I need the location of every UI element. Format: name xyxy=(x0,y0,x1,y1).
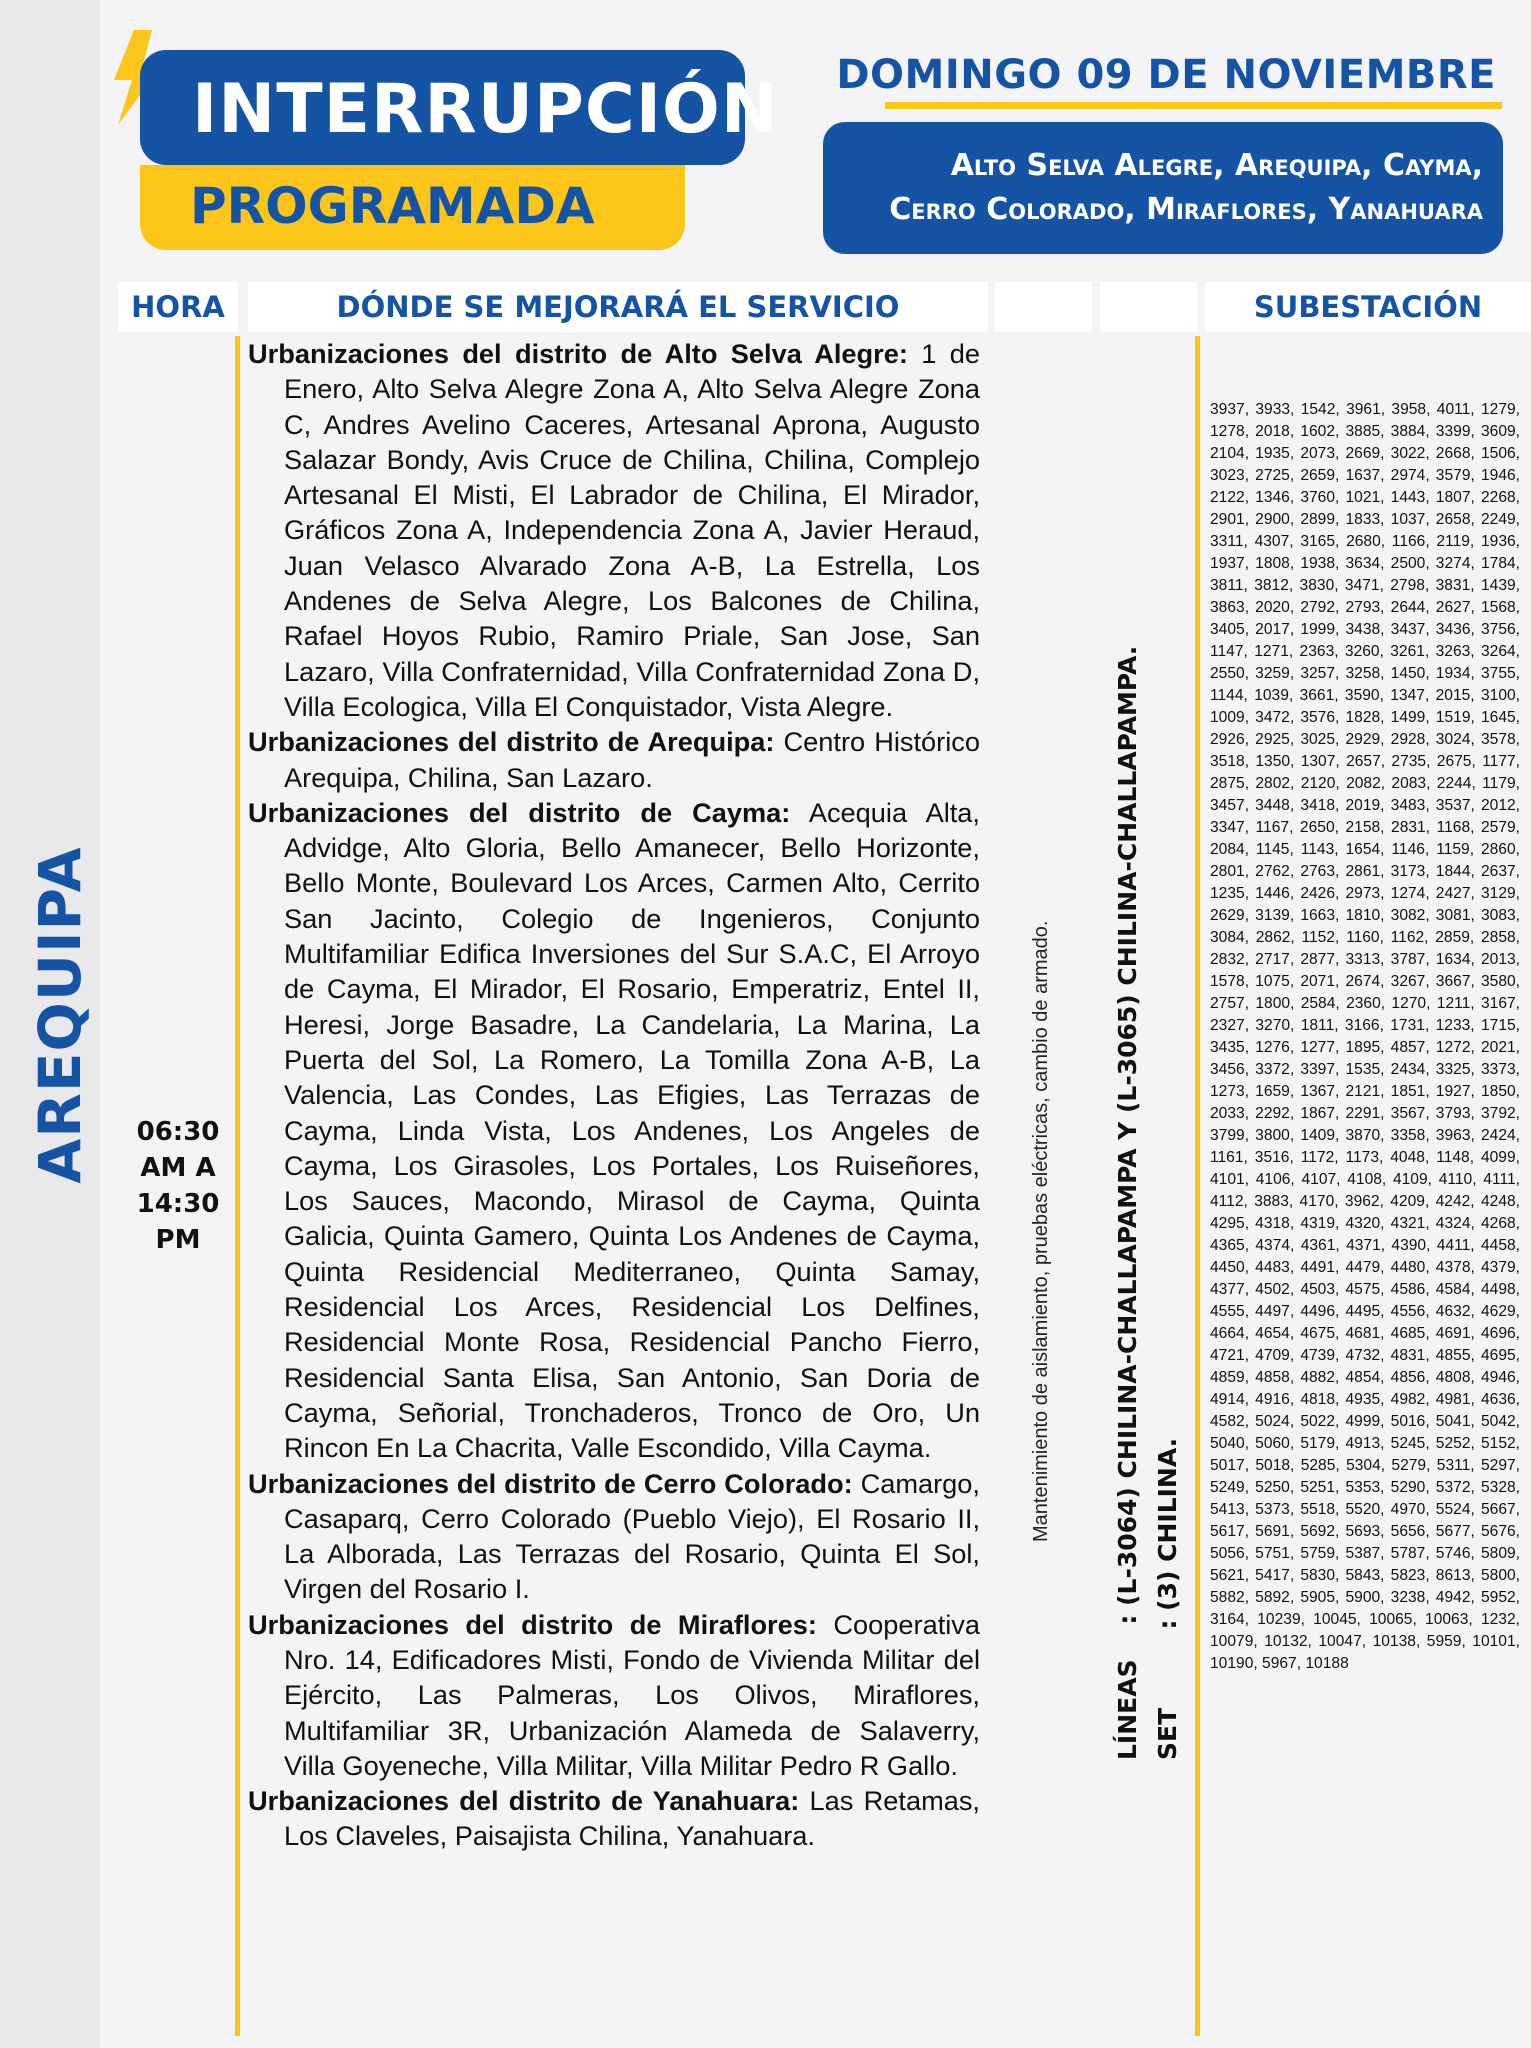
subtitle-banner xyxy=(140,165,685,250)
subestaciones-list: 3937, 3933, 1542, 3961, 3958, 4011, 1279, 1278, 2018, 1602, 3885, 3884, 3399, 3609, 2104, 1935, 2073, 2669, 3022, 2668, 1506, 3023, 2725, 2659, 1637, 2974, 3579, 1946, 2122, 1346, 3760, 1021, 1443, 1807, 2268, 2901, 2900, 2899, 1833, 1037, 2658, 2249, 3311, 4307, 3165, 2680, 1166, 2119, 1936, 1937, 1808, 1938, 3634, 2500, 3274, 1784, 3811, 3812, 3830, 3471, 2798, 3831, 1439, 3863, 2020, 2792, 2793, 2644, 2627, 1568, 3405, 2017, 1999, 3438, 3437, 3436, 3756, 1147, 1271, 2363, 3260, 3261, 3263, 3264, 2550, 3259, 3257, 3258, 1450, 1934, 3755, 1144, 1039, 3661, 3590, 1347, 2015, 3100, 1009, 3472, 3576, 1828, 1499, 1519, 1645, 2926, 2925, 3025, 2929, 2928, 3024, 3578, 3518, 1350, 1307, 2657, 2735, 2675, 1177, 2875, 2802, 2120, 2082, 2083, 2244, 1179, 3457, 3448, 3418, 2019, 3483, 3537, 2012, 3347, 1167, 2650, 2158, 2831, 1168, 2579, 2084, 1145, 1143, 1654, 1146, 1159, 2860, 2801, 2762, 2763, 2861, 3173, 1844, 2637, 1235, 1446, 2426, 2973, 1274, 2427, 3129, 2629, 3139, 1663, 1810, 3082, 3081, 3083, 3084, 2862, 1152, 1160, 1162, 2859, 2858, 2832, 2717, 2877, 3313, 3787, 1634, 2013, 1578, 1075, 2071, 2674, 3267, 3667, 3580, 2757, 1800, 2584, 2360, 1270, 1211, 3167, 2327, 3270, 1811, 3166, 1731, 1233, 1715, 3435, 1276, 1277, 1895, 4857, 1272, 2021, 3456, 3372, 3397, 1535, 2434, 3325, 3373, 1273, 1659, 1367, 2121, 1851, 1927, 1850, 2033, 2292, 1867, 2291, 3567, 3793, 3792, 3799, 3800, 1409, 3870, 3358, 3963, 2424, 1161, 3516, 1172, 1173, 4048, 1148, 4099, 4101, 4106, 4107, 4108, 4109, 4110, 4111, 4112, 3883, 4170, 3962, 4209, 4242, 4248, 4295, 4318, 4319, 4320, 4321, 4324, 4268, 4365, 4374, 4361, 4371, 4390, 4411, 4458, 4450, 4483, 4491, 4479, 4480, 4378, 4379, 4377, 4502, 4503, 4575, 4586, 4584, 4498, 4555, 4497, 4496, 4495, 4556, 4632, 4629, 4664, 4654, 4675, 4681, 4685, 4691, 4696, 4721, 4709, 4739, 4732, 4831, 4855, 4695, 4859, 4858, 4882, 4854, 4856, 4808, 4946, 4914, 4916, 4818, 4935, 4982, 4981, 4636, 4582, 5024, 5022, 4999, 5016, 5041, 5042, 5040, 5060, 5179, 4913, 5245, 5252, 5152, 5017, 5018, 5285, 5304, 5279, 5311, 5297, 5249, 5250, 5251, 5353, 5290, 5372, 5328, 5413, 5373, 5518, 5520, 4970, 5524, 5667, 5617, 5691, 5692, 5693, 5656, 5677, 5676, 5056, 5751, 5759, 5387, 5787, 5746, 5809, 5621, 5417, 5830, 5843, 5823, 8613, 5800, 5882, 5892, 5905, 5900, 3238, 4942, 5952, 3164, 10239, 10045, 10065, 10063, 1232, 10079, 10132, 10047, 10138, 5959, 10101, 10190, 5967, 10188 xyxy=(1210,401,1520,1672)
district-label: Urbanizaciones del distrito de Cerro Colorado: xyxy=(248,1467,853,1499)
district-text: Camargo, Casaparq, Cerro Colorado (Pueblo Viejo), El Rosario II, La Alborada, Las Terrazas del Rosario, Quinta El Sol, Virgen del Rosario I. xyxy=(284,1467,980,1605)
district-text: Cooperativa Nro. 14, Edificadores Misti, Fondo de Vivienda Militar del Ejército, Las Palmeras, Los Olivos, Miraflores, Multifamiliar 3R, Urbanización Alameda de Salaverry, Villa Goyeneche, Villa Militar, Villa Militar Pedro R Gallo. xyxy=(284,1608,980,1781)
column-header-empty-1 xyxy=(995,282,1092,332)
column-header-hora-label: HORA xyxy=(131,290,225,324)
column-header-hora xyxy=(118,282,238,332)
district-label: Urbanizaciones del distrito de Arequipa: xyxy=(248,726,775,758)
districts-line-2: Cerro Colorado, Miraflores, Yanahuara xyxy=(889,192,1483,227)
district-label: Urbanizaciones del distrito de Cayma: xyxy=(248,796,791,828)
column-header-donde xyxy=(248,282,988,332)
region-text: AREQUIPA xyxy=(26,846,94,1184)
districts-line-1: Alto Selva Alegre, Arequipa, Cayma, xyxy=(950,148,1483,183)
mantenimiento-text: Mantenimiento de aislamiento, pruebas eléctricas, cambio de armado. xyxy=(1030,920,1052,1542)
district-entry xyxy=(248,1466,980,1607)
column-header-donde-label: DÓNDE SE MEJORARÁ EL SERVICIO xyxy=(336,290,900,324)
column-header-subestacion-label: SUBESTACIÓN xyxy=(1253,290,1483,324)
hora-end-suffix: PM xyxy=(155,1225,201,1255)
column-header-subestacion xyxy=(1205,282,1531,332)
district-text: Las Retamas, Los Claveles, Paisajista Chilina, Yanahuara. xyxy=(284,1785,980,1852)
district-label: Urbanizaciones del distrito de Miraflores: xyxy=(248,1608,817,1640)
hora-cell xyxy=(118,1114,238,1258)
title-sub: PROGRAMADA xyxy=(190,177,595,235)
district-entry xyxy=(248,795,980,1466)
district-text: 1 de Enero, Alto Selva Alegre Zona A, Alto Selva Alegre Zona C, Andres Avelino Caceres, Artesanal Aprona, Augusto Salazar Bondy, Avis Cruce de Chilina, Chilina, Complejo Artesanal El Misti, El Labrador de Chilina, El Mirador, Gráficos Zona A, Independencia Zona A, Javier Heraud, Juan Velasco Alvarado Zona A-B, La Estrella, Los Andenes de Selva Alegre, Los Balcones de Chilina, Rafael Hoyos Rubio, Ramiro Priale, San Jose, San Lazaro, Villa Confraternidad, Villa Confraternidad Zona D, Villa Ecologica, Villa El Conquistador, Vista Alegre. xyxy=(284,338,981,722)
hora-start: 06:30 xyxy=(136,1117,220,1147)
district-entry xyxy=(248,336,980,724)
districts-box xyxy=(823,122,1503,254)
district-label: Urbanizaciones del distrito de Alto Selva Alegre: xyxy=(248,338,908,369)
district-entry xyxy=(248,1783,980,1854)
title-banner xyxy=(140,50,779,165)
hora-start-suffix: AM A xyxy=(140,1153,216,1183)
set-line: SET : (3) CHILINA. xyxy=(1153,1437,1182,1760)
date-label: DOMINGO 09 DE NOVIEMBRE xyxy=(836,52,1496,98)
column-divider xyxy=(1195,336,1200,2036)
lineas-line: LÍNEAS : (L-3064) CHILINA-CHALLAPAMPA Y (L-3065) CHILINA-CHALLAPAMPA. xyxy=(1113,645,1142,1760)
urbanizaciones-list xyxy=(248,336,980,1854)
lineas-block xyxy=(1108,646,1188,1760)
title-main: INTERRUPCIÓN xyxy=(192,70,779,149)
hora-end: 14:30 xyxy=(136,1189,220,1219)
date-underline xyxy=(885,102,1502,109)
column-header-empty-2 xyxy=(1100,282,1197,332)
district-entry xyxy=(248,724,980,795)
region-label xyxy=(26,846,94,1184)
district-entry xyxy=(248,1607,980,1783)
district-text: Acequia Alta, Advidge, Alto Gloria, Bello Amanecer, Bello Horizonte, Bello Monte, Boulevard Los Arces, Carmen Alto, Cerrito San Jacinto, Colegio de Ingenieros, Conjunto Multifamiliar Edifica Inversiones del Sur S.A.C, El Arroyo de Cayma, El Mirador, El Rosario, Emperatriz, Entel II, Heresi, Jorge Basadre, La Candelaria, La Marina, La Puerta del Sol, La Romero, La Tomilla Zona A-B, La Valencia, Las Condes, Las Efigies, Las Terrazas de Cayma, Linda Vista, Los Andenes, Los Angeles de Cayma, Los Girasoles, Los Portales, Los Ruiseñores, Los Sauces, Macondo, Mirasol de Cayma, Quinta Galicia, Quinta Gamero, Quinta Los Andenes de Cayma, Quinta Residencial Mediterraneo, Quinta Samay, Residencial Los Arces, Residencial Los Delfines, Residencial Monte Rosa, Residencial Pancho Fierro, Residencial Santa Elisa, San Antonio, San Doria de Cayma, Señorial, Tronchaderos, Tronco de Oro, Un Rincon En La Chacrita, Valle Escondido, Villa Cayma. xyxy=(284,796,980,1464)
district-text: Centro Histórico Arequipa, Chilina, San Lazaro. xyxy=(284,726,980,793)
district-label: Urbanizaciones del distrito de Yanahuara: xyxy=(248,1785,800,1817)
